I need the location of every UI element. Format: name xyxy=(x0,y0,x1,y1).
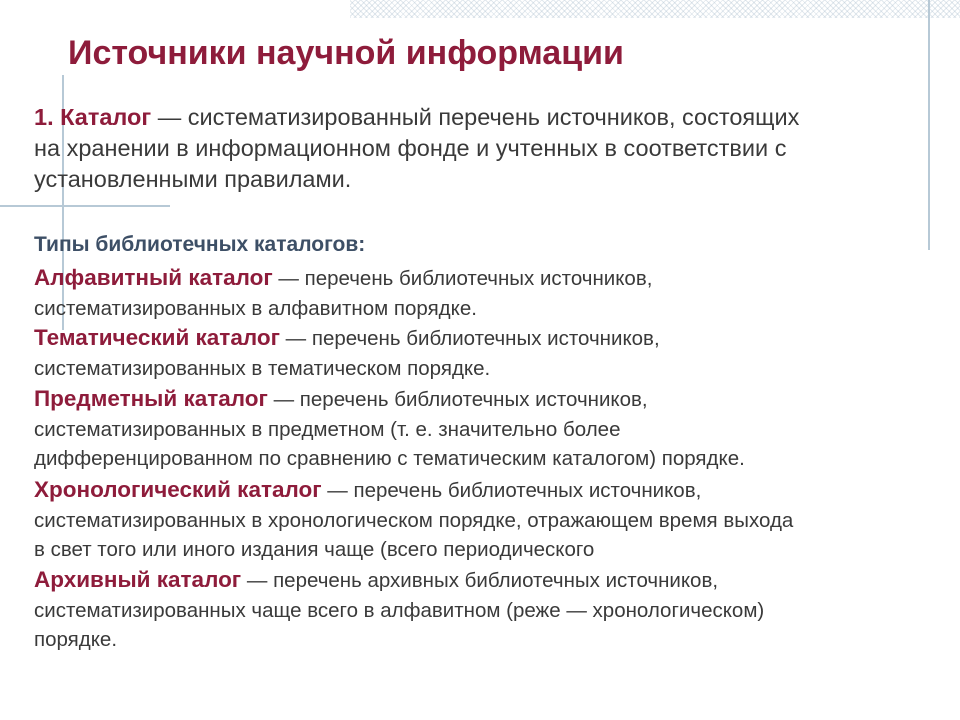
catalog-type-term: Архивный каталог xyxy=(34,567,242,592)
catalog-type-line3: порядке. xyxy=(34,628,118,651)
catalog-type-line1: — перечень библиотечных источников, xyxy=(279,327,660,350)
catalog-type-line3: дифференцированном по сравнению с тематическим каталогом) порядке. xyxy=(34,447,745,470)
decorative-right-line xyxy=(928,0,930,250)
catalog-type-chronological xyxy=(34,475,793,565)
catalog-definition xyxy=(34,102,799,195)
catalog-def-line2: на хранении в информационном фонде и учтенных в соответствии с xyxy=(34,135,787,161)
types-heading: Типы библиотечных каталогов: xyxy=(34,233,366,256)
catalog-type-line1: — перечень архивных библиотечных источников, xyxy=(241,569,719,592)
decorative-pattern-band xyxy=(350,0,960,18)
catalog-type-term: Алфавитный каталог xyxy=(34,265,273,290)
slide-title: Источники научной информации xyxy=(68,34,624,72)
catalog-type-line1: — перечень библиотечных источников, xyxy=(272,267,653,290)
catalog-type-term: Хронологический каталог xyxy=(34,477,322,502)
catalog-type-line3: в свет того или иного издания чаще (всего периодического xyxy=(34,538,595,561)
catalog-term: 1. Каталог xyxy=(34,104,152,130)
catalog-type-line2: систематизированных в алфавитном порядке. xyxy=(34,296,477,320)
catalog-type-line2: систематизированных в тематическом порядке. xyxy=(34,356,491,380)
catalog-type-line2: систематизированных в предметном (т. е. значительно более xyxy=(34,417,621,441)
catalog-type-line1: — перечень библиотечных источников, xyxy=(267,388,648,411)
catalog-def-line1: — систематизированный перечень источников, состоящих xyxy=(151,104,800,130)
catalog-type-thematic xyxy=(34,323,660,383)
catalog-def-line3: установленными правилами. xyxy=(34,166,352,192)
catalog-type-subject xyxy=(34,384,745,474)
catalog-type-line2: систематизированных в хронологическом порядке, отражающем время выхода xyxy=(34,508,794,532)
catalog-type-alphabetical xyxy=(34,263,652,323)
catalog-type-term: Тематический каталог xyxy=(34,325,280,350)
catalog-type-line1: — перечень библиотечных источников, xyxy=(321,479,702,502)
decorative-horizontal-line xyxy=(0,205,170,207)
catalog-type-archive xyxy=(34,565,764,655)
catalog-type-line2: систематизированных чаще всего в алфавитном (реже — хронологическом) xyxy=(34,598,765,622)
catalog-type-term: Предметный каталог xyxy=(34,386,268,411)
